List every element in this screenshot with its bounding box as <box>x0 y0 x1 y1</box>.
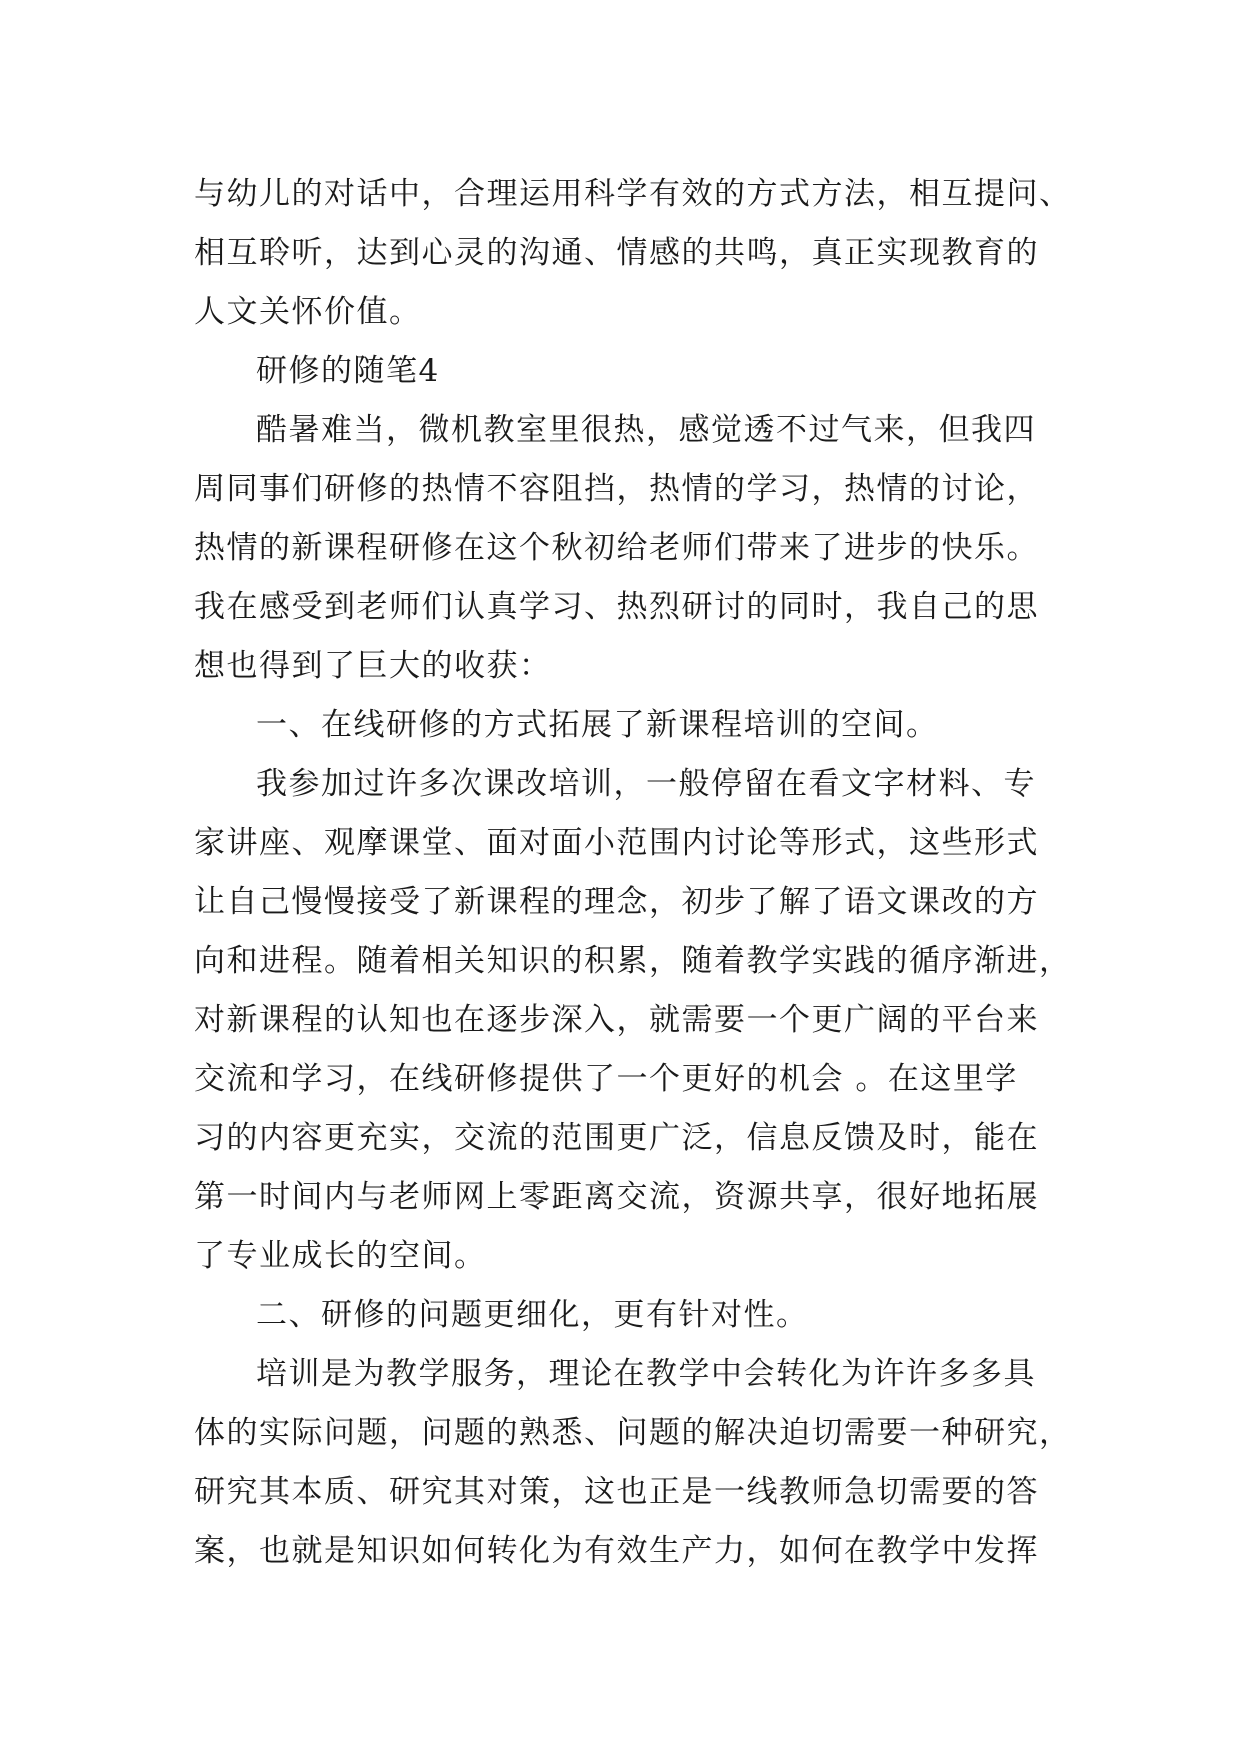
text-line: 我参加过许多次课改培训，一般停留在看文字材料、专 <box>256 766 1036 802</box>
text-line: 交流和学习，在线研修提供了一个更好的机会 。在这里学 <box>194 1061 1018 1097</box>
text-line: 了专业成长的空间。 <box>194 1238 487 1274</box>
text-line: 研究其本质、研究其对策，这也正是一线教师急切需要的答 <box>194 1474 1039 1510</box>
text-line: 我在感受到老师们认真学习、热烈研讨的同时，我自己的思 <box>194 589 1039 625</box>
text-line: 对新课程的认知也在逐步深入，就需要一个更广阔的平台来 <box>194 1002 1039 1038</box>
text-line: 习的内容更充实，交流的范围更广泛，信息反馈及时，能在 <box>194 1120 1039 1156</box>
text-line: 体的实际问题，问题的熟悉、问题的解决迫切需要一种研究， <box>194 1415 1072 1451</box>
text-line: 一、在线研修的方式拓展了新课程培训的空间。 <box>256 707 939 743</box>
text-line: 想也得到了巨大的收获： <box>194 648 552 684</box>
text-line: 酷暑难当，微机教室里很热，感觉透不过气来，但我四 <box>256 412 1036 448</box>
text-line: 热情的新课程研修在这个秋初给老师们带来了进步的快乐。 <box>194 530 1039 566</box>
text-line: 第一时间内与老师网上零距离交流，资源共享，很好地拓展 <box>194 1179 1039 1215</box>
text-line: 向和进程。随着相关知识的积累，随着教学实践的循序渐进， <box>194 943 1072 979</box>
text-line: 家讲座、观摩课堂、面对面小范围内讨论等形式，这些形式 <box>194 825 1039 861</box>
text-line: 相互聆听，达到心灵的沟通、情感的共鸣，真正实现教育的 <box>194 235 1039 271</box>
text-line: 案，也就是知识如何转化为有效生产力，如何在教学中发挥 <box>194 1533 1039 1569</box>
text-line: 与幼儿的对话中，合理运用科学有效的方式方法，相互提问、 <box>194 176 1072 212</box>
text-line: 研修的随笔4 <box>256 353 440 389</box>
text-line: 周同事们研修的热情不容阻挡，热情的学习，热情的讨论， <box>194 471 1039 507</box>
text-line: 二、研修的问题更细化，更有针对性。 <box>256 1297 809 1333</box>
text-line: 人文关怀价值。 <box>194 294 422 330</box>
body-text <box>194 165 1072 1581</box>
text-line: 让自己慢慢接受了新课程的理念，初步了解了语文课改的方 <box>194 884 1039 920</box>
text-line: 培训是为教学服务，理论在教学中会转化为许许多多具 <box>256 1356 1036 1392</box>
